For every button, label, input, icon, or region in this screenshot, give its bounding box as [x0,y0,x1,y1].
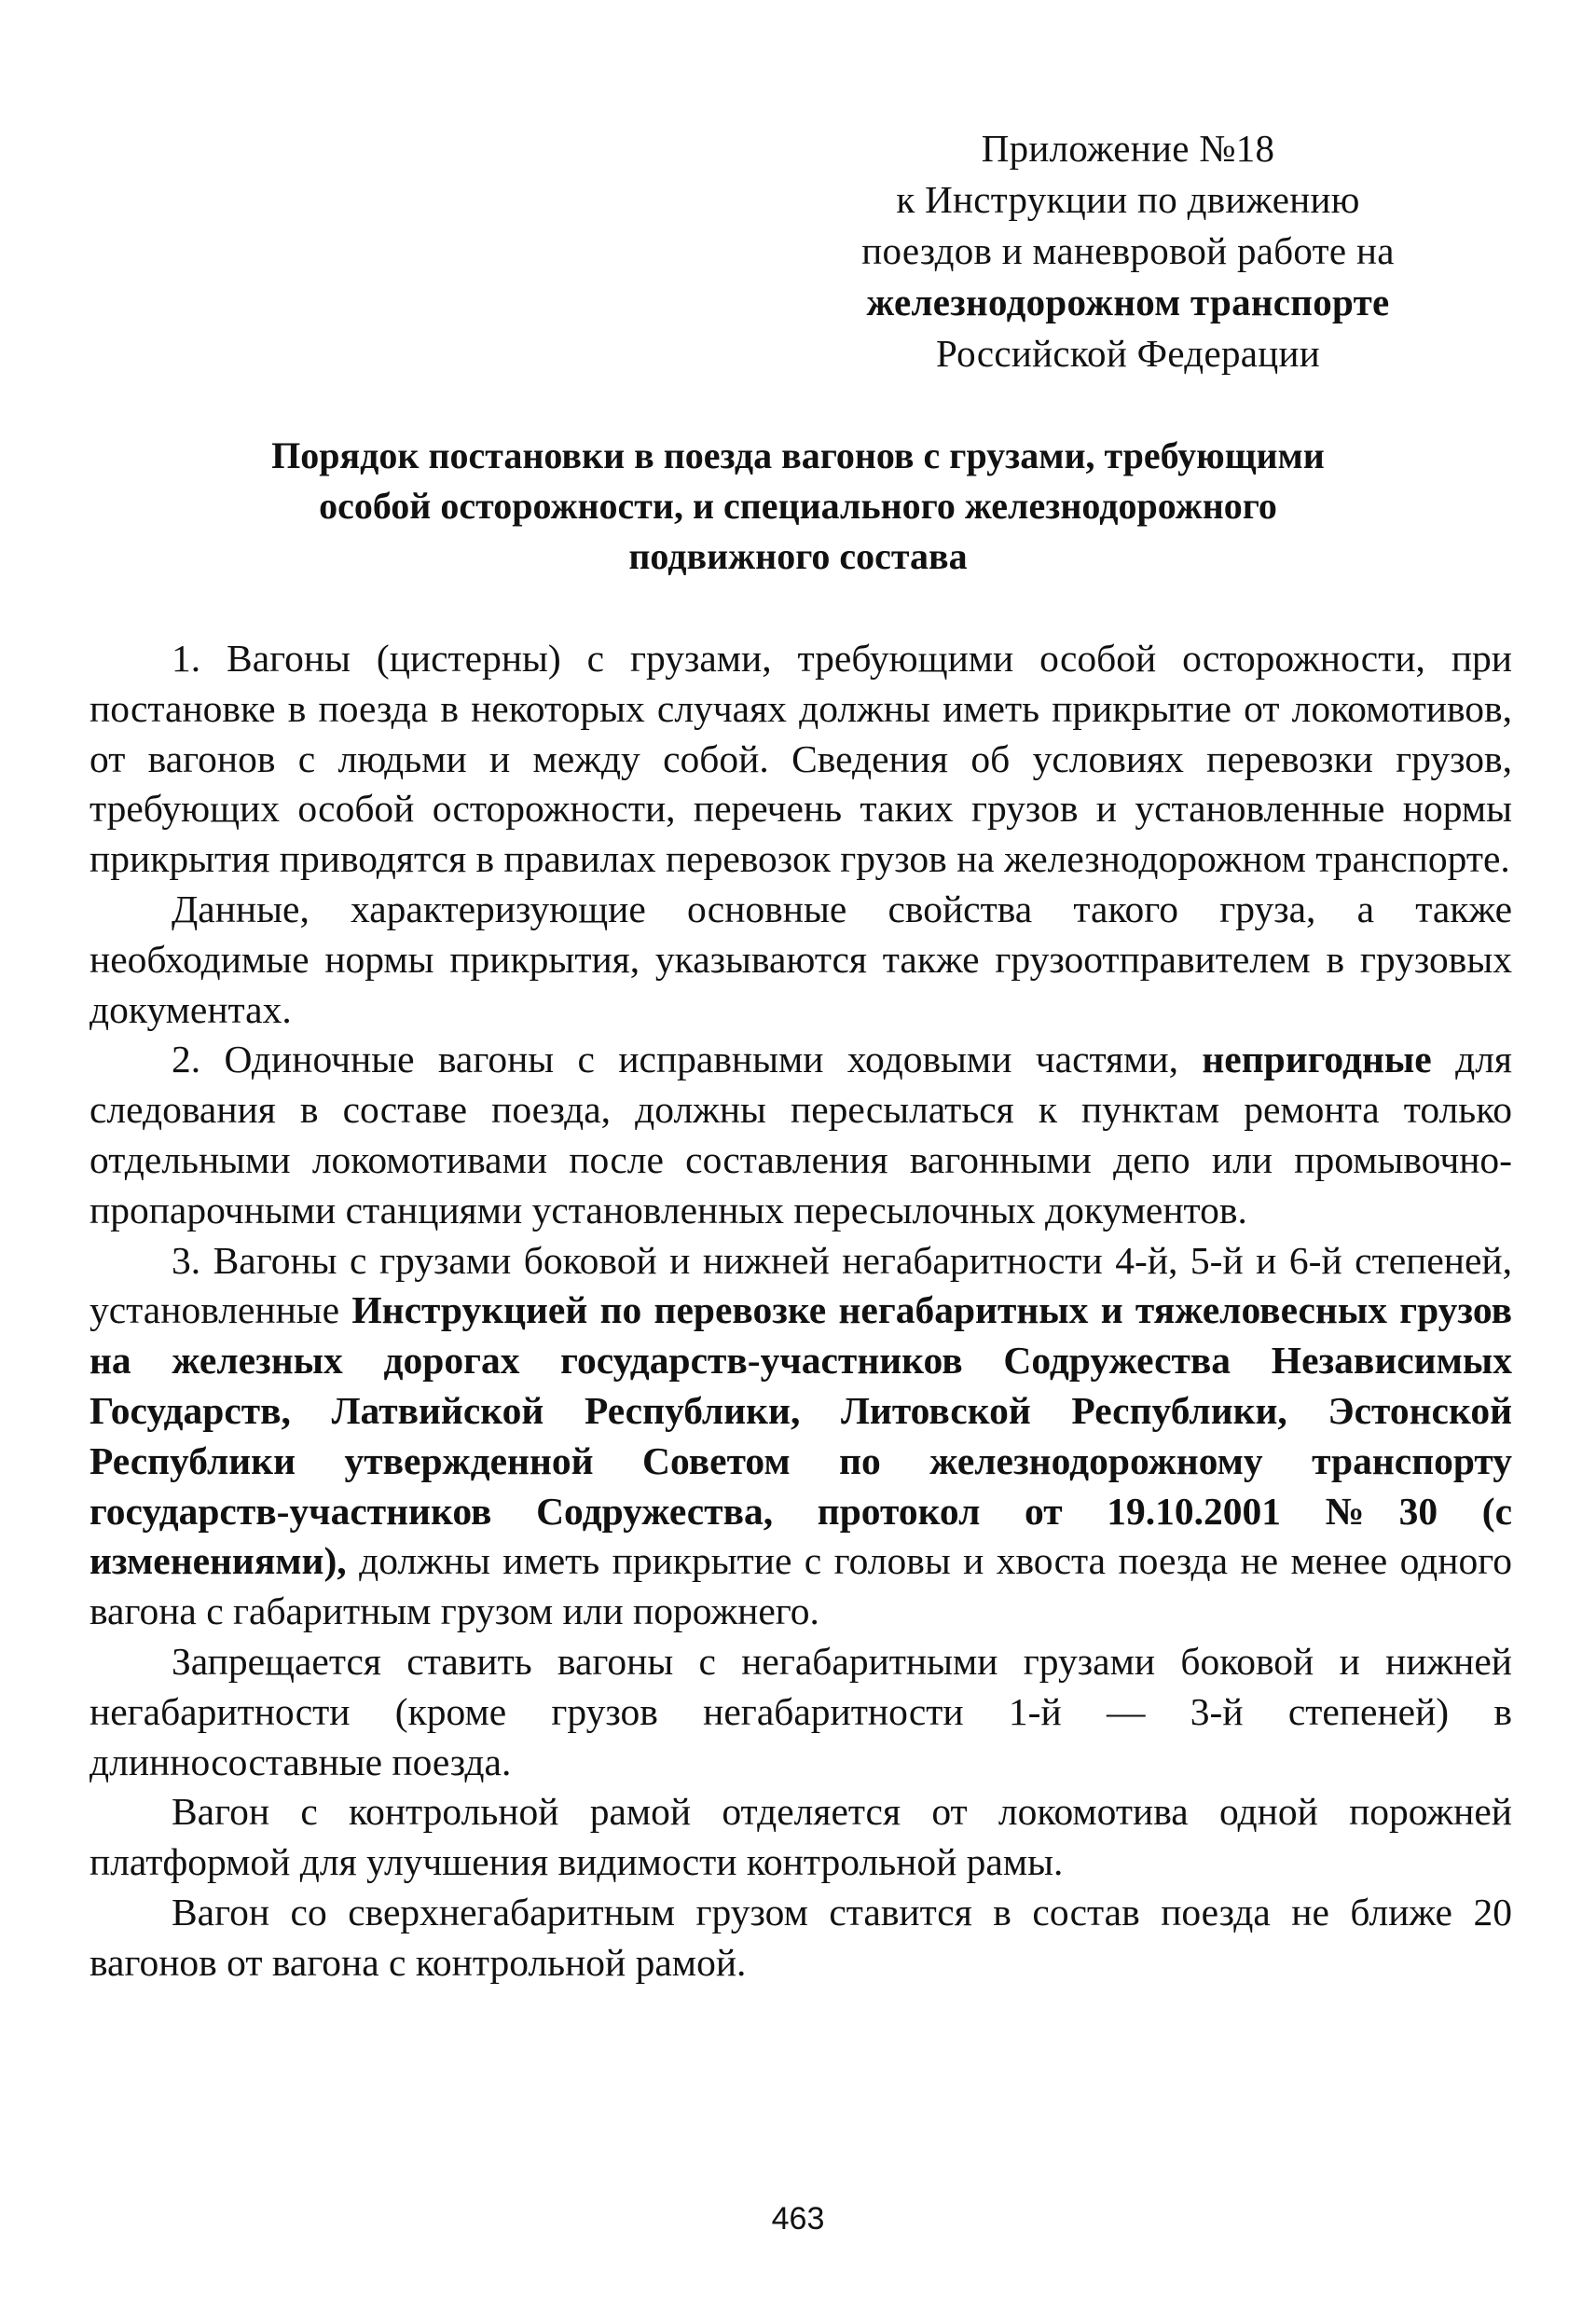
title-line: Порядок постановки в поезда вагонов с грузами, требующими [271,434,1325,476]
paragraph-4-reference: Инструкцией по перевозке негабаритных и тяжеловесных грузов на железных дорогах государств-участников Содружества Независимых Государств, Латвийской Республики, Литовской Республики, Эстонской Республики утвержденной Советом по железнодорожному транспорту государств-участников Содружества, протокол от 19.10.2001 №30 (с изменениями), [89,1288,1512,1583]
page-number: 463 [771,2201,825,2236]
paragraph-3-text: для следования в составе поезда, должны пересылаться к пунктам ремонта только отдельными локомотивами после составления вагонными депо или промывочно-пропарочными станциями установленных пересылочных документов. [89,1038,1513,1232]
paragraph-1: 1. Вагоны (цистерны) с грузами, требующими особой осторожности, при постановке в поезда в некоторых случаях должны иметь прикрытие от локомотивов, от вагонов с людьми и между собой. Сведения об условиях перевозки грузов, требующих особой осторожности, перечень таких грузов и установленные нормы прикрытия приводятся в правилах перевозок грузов на железнодорожном транспорте. [89,637,1512,881]
title-line: особой осторожности, и специального железнодорожного [319,485,1277,527]
appendix-line: к Инструкции по движению [896,178,1360,221]
appendix-line: поездов и маневровой работе на [861,229,1395,272]
paragraph-5: Запрещается ставить вагоны с негабаритными грузами боковой и нижней негабаритности (кроме грузов негабаритности 1-й — 3-й степеней) в длинносоставные поезда. [89,1639,1512,1783]
paragraph-4-text: 3. Вагоны с грузами боковой и нижней негабаритности 4-й, 5-й и 6-й степеней, установленные [89,1238,1512,1332]
paragraph-4-text: должны иметь прикрытие с головы и хвоста поезда не менее одного вагона с габаритным грузом или порожнего. [89,1539,1512,1633]
paragraph-6: Вагон с контрольной рамой отделяется от локомотива одной порожней платформой для улучшения видимости контрольной рамы. [89,1790,1512,1884]
appendix-line: Российской Федерации [936,332,1320,375]
paragraph-3-emphasis: непригодные [1202,1038,1432,1081]
paragraph-3 [89,1035,1512,1235]
paragraph-4 [89,1236,1512,1637]
title-line: подвижного состава [628,535,968,577]
document-body [89,634,1512,1989]
document-title [112,431,1484,582]
appendix-number: Приложение №18 [981,127,1275,170]
paragraph-2: Данные, характеризующие основные свойства такого груза, а также необходимые нормы прикрытия, указываются также грузоотправителем в грузовых документах. [89,887,1512,1031]
paragraph-7: Вагон со сверхнегабаритным грузом ставится в состав поезда не ближе 20 вагонов от вагона с контрольной рамой. [89,1890,1512,1984]
appendix-reference [774,123,1482,379]
paragraph-3-text: 2. Одиночные вагоны с исправными ходовыми частями, [172,1038,1203,1081]
appendix-line: железнодорожном транспорте [866,281,1390,323]
